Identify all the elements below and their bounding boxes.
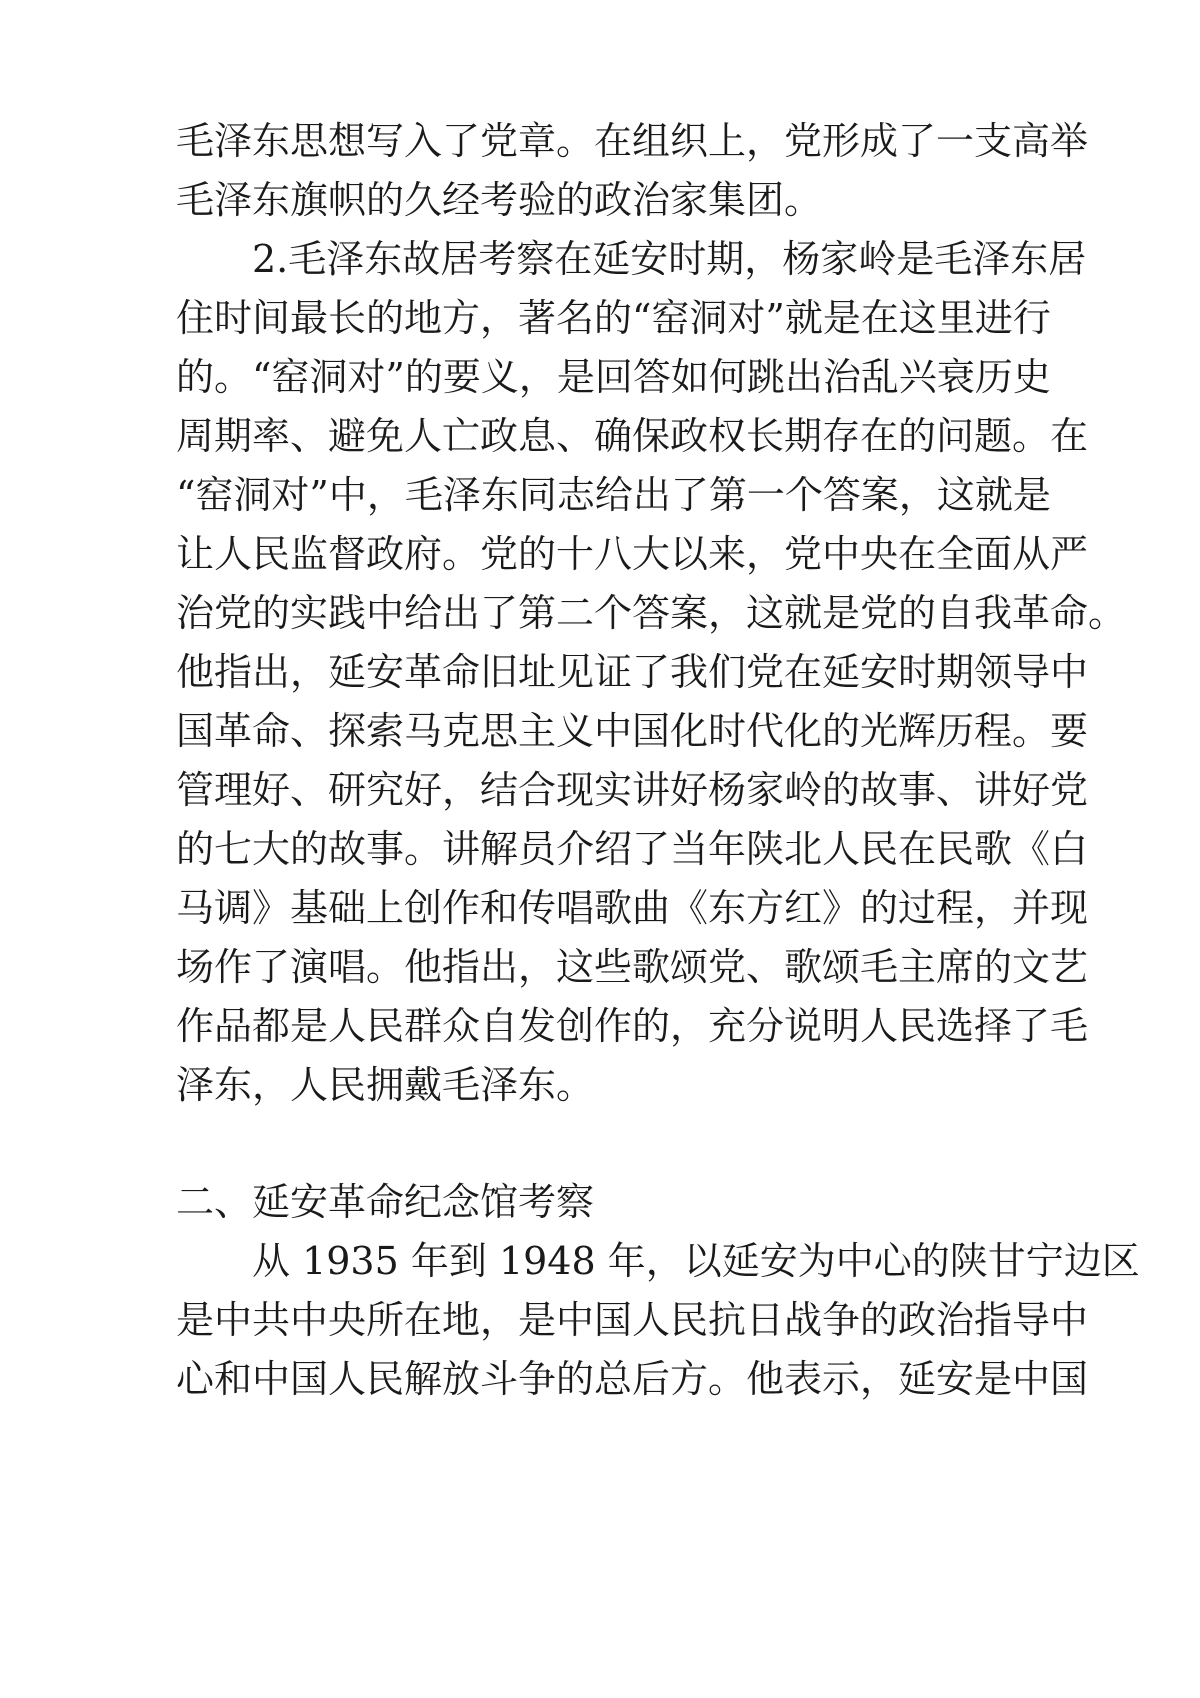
paragraph-line: 是中共中央所在地，是中国人民抗日战争的政治指导中 (176, 1298, 1089, 1342)
paragraph-line: 国革命、探索马克思主义中国化时代化的光辉历程。要 (176, 709, 1089, 753)
paragraph-line: 场作了演唱。他指出，这些歌颂党、歌颂毛主席的文艺 (176, 945, 1089, 989)
paragraph-line: 泽东，人民拥戴毛泽东。 (176, 1063, 595, 1107)
section-heading: 二、延安革命纪念馆考察 (176, 1180, 595, 1224)
paragraph-line: 他指出，延安革命旧址见证了我们党在延安时期领导中 (176, 650, 1089, 694)
paragraph-line: 周期率、避免人亡政息、确保政权长期存在的问题。在 (176, 414, 1089, 458)
paragraph-line: 的七大的故事。讲解员介绍了当年陕北人民在民歌《白 (176, 827, 1089, 871)
paragraph-line: 2.毛泽东故居考察在延安时期，杨家岭是毛泽东居 (252, 237, 1087, 281)
paragraph-line: 作品都是人民群众自发创作的，充分说明人民选择了毛 (176, 1004, 1089, 1048)
paragraph-line: 毛泽东旗帜的久经考验的政治家集团。 (176, 178, 823, 222)
paragraph-line: 毛泽东思想写入了党章。在组织上，党形成了一支高举 (176, 119, 1089, 163)
paragraph-line: “窑洞对”中，毛泽东同志给出了第一个答案，这就是 (176, 473, 1051, 517)
paragraph-line: 马调》基础上创作和传唱歌曲《东方红》的过程，并现 (176, 886, 1089, 930)
paragraph-line: 的。“窑洞对”的要义，是回答如何跳出治乱兴衰历史 (176, 355, 1051, 399)
paragraph-line: 让人民监督政府。党的十八大以来，党中央在全面从严 (176, 532, 1089, 576)
paragraph-line: 管理好、研究好，结合现实讲好杨家岭的故事、讲好党 (176, 768, 1089, 812)
paragraph-line: 心和中国人民解放斗争的总后方。他表示，延安是中国 (176, 1357, 1089, 1401)
paragraph-line: 从 1935 年到 1948 年，以延安为中心的陕甘宁边区 (252, 1239, 1140, 1283)
paragraph-line: 治党的实践中给出了第二个答案，这就是党的自我革命。 (176, 591, 1127, 635)
paragraph-line: 住时间最长的地方，著名的“窑洞对”就是在这里进行 (176, 296, 1051, 340)
